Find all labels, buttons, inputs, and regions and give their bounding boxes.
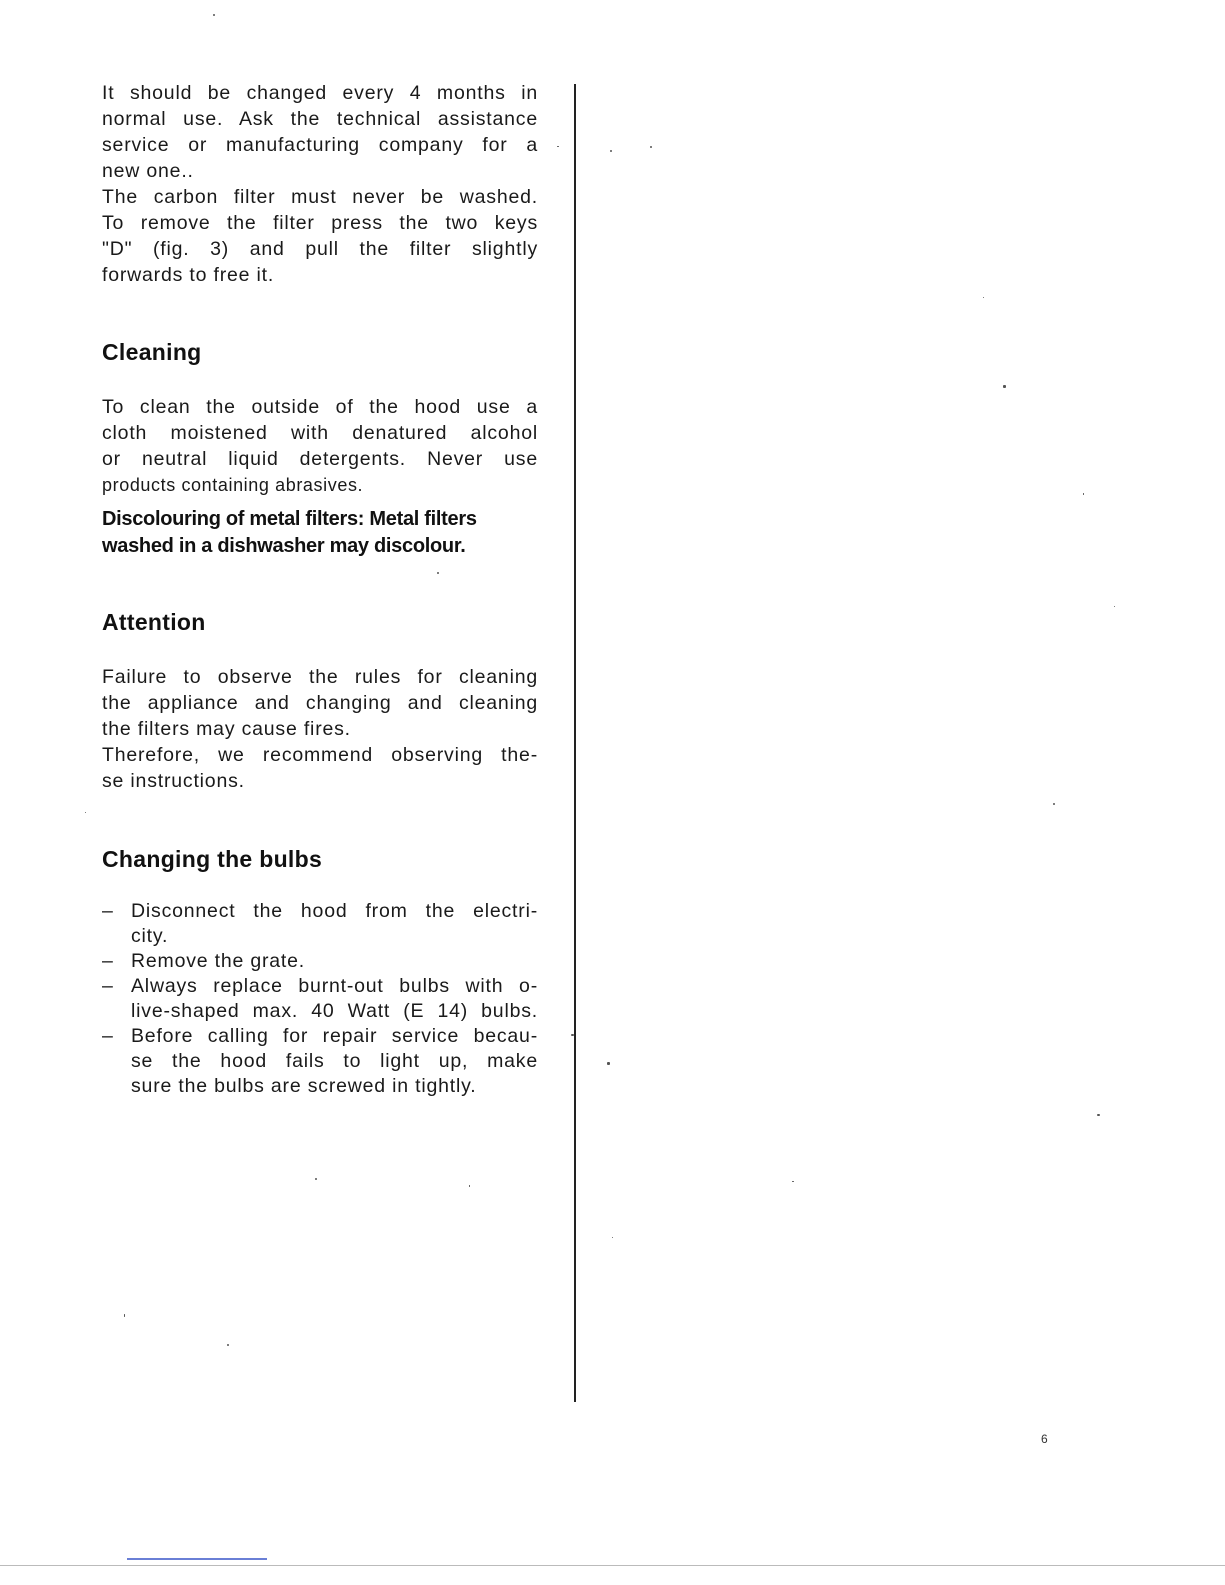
text-line: "D" (fig. 3) and pull the filter slightly [102, 238, 538, 260]
scan-speck [437, 572, 439, 574]
scan-speck [227, 1344, 229, 1346]
text-line: Before calling for repair service becau- [131, 1025, 538, 1047]
text-line: Remove the grate. [131, 950, 306, 972]
scan-speck [612, 1237, 613, 1238]
scan-speck [1083, 493, 1084, 495]
changing-bulbs-heading: Changing the bulbs [102, 846, 323, 872]
page-number: 6 [1041, 1432, 1048, 1446]
column-divider [574, 84, 576, 1402]
text-line: Disconnect the hood from the electri- [131, 900, 538, 922]
list-item [102, 1024, 538, 1099]
list-item [102, 974, 538, 1024]
discolouring-note [102, 506, 538, 560]
carbon-filter-warning [102, 184, 538, 210]
scan-speck [85, 812, 86, 813]
filter-removal-paragraph [102, 210, 538, 288]
text-line: Always replace burnt-out bulbs with o- [131, 975, 538, 997]
cleaning-paragraph [102, 394, 538, 498]
recommend-paragraph [102, 742, 538, 794]
text-line: normal use. Ask the technical assistance [102, 108, 538, 130]
scan-underline-mark [127, 1558, 267, 1560]
text-line: service or manufacturing company for a [102, 134, 538, 156]
text-line: To remove the filter press the two keys [102, 212, 538, 234]
scan-speck [610, 150, 612, 152]
scan-speck [315, 1178, 317, 1180]
list-item [102, 899, 538, 949]
text-line: washed in a dishwasher may discolour. [102, 535, 466, 557]
scan-speck [983, 297, 984, 298]
scan-speck [1053, 803, 1055, 805]
text-line: the filters may cause fires. [102, 718, 351, 740]
scan-speck [213, 14, 215, 16]
dash-bullet: – [102, 900, 114, 922]
dash-bullet: – [102, 950, 114, 972]
text-line: forwards to free it. [102, 264, 275, 286]
attention-paragraph [102, 664, 538, 742]
text-line: se instructions. [102, 770, 245, 792]
scan-edge-line [0, 1565, 1225, 1566]
text-line: Failure to observe the rules for cleaning [102, 666, 538, 688]
text-line: products containing abrasives. [102, 475, 364, 495]
scan-speck [1114, 606, 1115, 607]
text-line: the appliance and changing and cleaning [102, 692, 538, 714]
scan-speck [557, 146, 559, 147]
text-line: city. [131, 925, 169, 947]
scan-speck [124, 1314, 125, 1317]
text-line: cloth moistened with denatured alcohol [102, 422, 538, 444]
text-line: Therefore, we recommend observing the- [102, 744, 538, 766]
text-line: or neutral liquid detergents. Never use [102, 448, 538, 470]
scan-speck [571, 1034, 574, 1036]
attention-heading: Attention [102, 609, 206, 635]
dash-bullet: – [102, 975, 114, 997]
text-line: The carbon filter must never be washed. [102, 186, 538, 208]
text-line: To clean the outside of the hood use a [102, 396, 538, 418]
scan-speck [792, 1181, 794, 1182]
cleaning-heading: Cleaning [102, 339, 202, 365]
scan-speck [607, 1062, 610, 1065]
text-line: se the hood fails to light up, make [131, 1050, 538, 1072]
text-line: It should be changed every 4 months in [102, 82, 538, 104]
list-item [102, 949, 538, 974]
scan-speck [1003, 385, 1006, 388]
scan-speck [650, 146, 652, 148]
text-line: live-shaped max. 40 Watt (E 14) bulbs. [131, 1000, 538, 1022]
bulb-instructions-list [102, 899, 538, 1099]
text-line: Discolouring of metal filters: Metal filters [102, 508, 477, 530]
dash-bullet: – [102, 1025, 114, 1047]
text-line: sure the bulbs are screwed in tightly. [131, 1075, 477, 1097]
filter-change-paragraph [102, 80, 538, 184]
scan-speck [469, 1185, 470, 1187]
scan-speck [1097, 1114, 1100, 1116]
text-line: new one.. [102, 160, 194, 182]
left-text-column [102, 80, 538, 1099]
